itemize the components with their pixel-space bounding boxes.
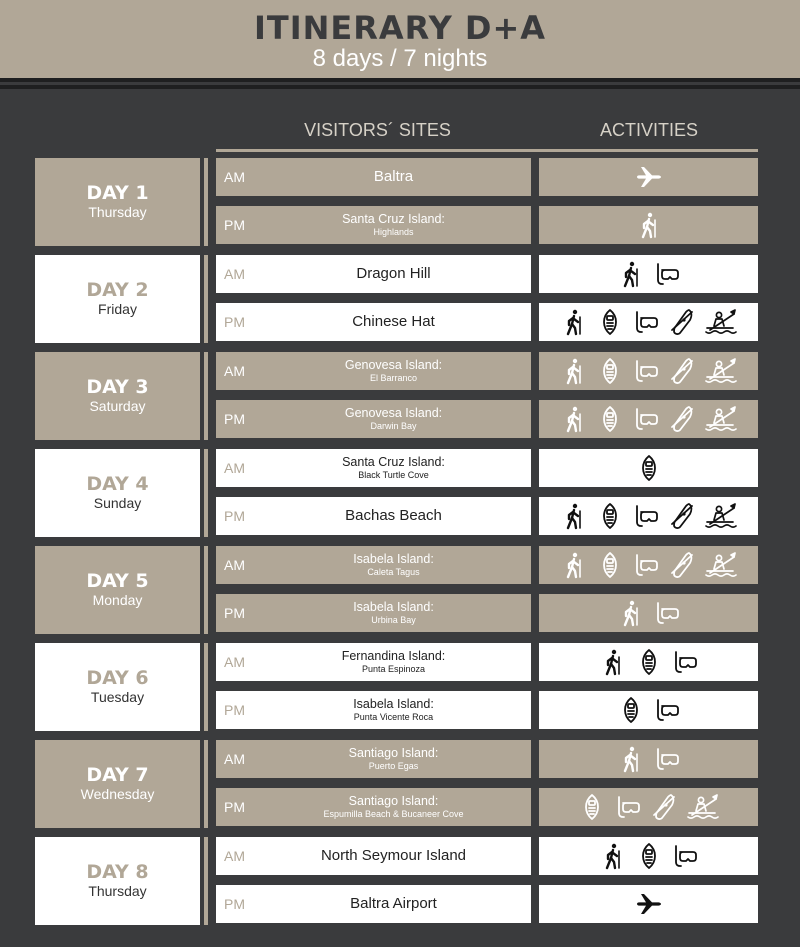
site-name — [256, 643, 531, 681]
site-main-name: Isabela Island: — [353, 552, 434, 566]
visitor-site-cell — [216, 691, 531, 729]
day-number: DAY 4 — [86, 473, 149, 495]
day-divider-bar — [204, 740, 208, 828]
site-main-name: Genovesa Island: — [344, 406, 443, 420]
hiking-icon — [560, 405, 588, 433]
site-sub-name: Punta Vicente Roca — [353, 712, 434, 722]
paddleboard-icon — [668, 308, 696, 336]
column-header-sites: VISITORS´ SITES — [304, 120, 451, 140]
panga-icon — [635, 842, 663, 870]
site-main-name: Santiago Island: — [348, 746, 439, 760]
site-main-name: Isabela Island: — [353, 600, 434, 614]
day-weekday: Saturday — [89, 398, 146, 414]
paddleboard-icon — [668, 502, 696, 530]
site-name — [256, 449, 531, 487]
day-weekday: Tuesday — [90, 689, 145, 705]
site-sub-name: El Barranco — [369, 373, 418, 383]
plane-icon — [635, 890, 663, 918]
hiking-icon — [560, 502, 588, 530]
activities-cell — [539, 788, 758, 826]
site-main-name: Bachas Beach — [345, 507, 442, 524]
activities-cell — [539, 400, 758, 438]
day-number: DAY 8 — [86, 861, 149, 883]
panga-icon — [617, 696, 645, 724]
period-label: PM — [224, 411, 245, 427]
column-header-underline — [216, 149, 758, 152]
site-name — [256, 885, 531, 923]
day-number: DAY 1 — [86, 182, 149, 204]
site-name — [256, 206, 531, 244]
page-subtitle: 8 days / 7 nights — [312, 45, 488, 72]
paddleboard-icon — [668, 551, 696, 579]
site-sub-name: Black Turtle Cove — [358, 470, 429, 480]
hiking-icon — [560, 357, 588, 385]
period-label: AM — [224, 751, 245, 767]
visitor-site-cell — [216, 206, 531, 244]
period-label: PM — [224, 508, 245, 524]
activities-cell — [539, 158, 758, 196]
snorkel-icon — [632, 502, 660, 530]
day-divider-bar — [204, 546, 208, 634]
column-header-activities: ACTIVITIES — [599, 120, 698, 140]
panga-icon — [635, 454, 663, 482]
panga-icon — [578, 793, 606, 821]
day-weekday: Thursday — [88, 204, 147, 220]
site-main-name: Isabela Island: — [353, 697, 434, 711]
period-label: PM — [224, 217, 245, 233]
kayak-icon — [704, 308, 738, 336]
snorkel-icon — [632, 357, 660, 385]
activities-cell — [539, 594, 758, 632]
day-label — [35, 158, 200, 246]
visitor-site-cell — [216, 643, 531, 681]
visitor-site-cell — [216, 497, 531, 535]
visitor-site-cell — [216, 740, 531, 778]
site-main-name: Dragon Hill — [356, 265, 431, 282]
day-weekday: Wednesday — [80, 786, 155, 802]
hiking-icon — [599, 648, 627, 676]
period-label: PM — [224, 799, 245, 815]
period-label: AM — [224, 848, 245, 864]
period-label: PM — [224, 896, 245, 912]
period-label: AM — [224, 169, 245, 185]
activities-cell — [539, 449, 758, 487]
activities-cell — [539, 206, 758, 244]
visitor-site-cell — [216, 400, 531, 438]
hiking-icon — [599, 842, 627, 870]
activities-cell — [539, 255, 758, 293]
activities-cell — [539, 352, 758, 390]
site-main-name: Santa Cruz Island: — [342, 212, 445, 226]
day-label — [35, 352, 200, 440]
hiking-icon — [617, 599, 645, 627]
visitor-site-cell — [216, 352, 531, 390]
day-divider-bar — [204, 352, 208, 440]
day-number: DAY 5 — [86, 570, 149, 592]
hiking-icon — [617, 260, 645, 288]
period-label: AM — [224, 654, 245, 670]
site-name — [256, 594, 531, 632]
plane-icon — [635, 163, 663, 191]
day-divider-bar — [204, 449, 208, 537]
snorkel-icon — [632, 405, 660, 433]
activities-cell — [539, 740, 758, 778]
site-sub-name: Puerto Egas — [368, 761, 419, 771]
visitor-site-cell — [216, 255, 531, 293]
visitor-site-cell — [216, 303, 531, 341]
page-title: ITINERARY D+A — [253, 9, 547, 47]
snorkel-icon — [632, 308, 660, 336]
visitor-site-cell — [216, 158, 531, 196]
kayak-icon — [704, 551, 738, 579]
panga-icon — [596, 308, 624, 336]
activities-cell — [539, 837, 758, 875]
period-label: PM — [224, 605, 245, 621]
snorkel-icon — [614, 793, 642, 821]
site-name — [256, 352, 531, 390]
snorkel-icon — [653, 745, 681, 773]
activities-cell — [539, 691, 758, 729]
site-main-name: Baltra Airport — [350, 895, 437, 912]
paddleboard-icon — [668, 405, 696, 433]
site-sub-name: Caleta Tagus — [367, 567, 420, 577]
visitor-site-cell — [216, 449, 531, 487]
activities-cell — [539, 643, 758, 681]
day-divider-bar — [204, 837, 208, 925]
snorkel-icon — [671, 648, 699, 676]
site-main-name: Baltra — [373, 168, 414, 185]
snorkel-icon — [653, 260, 681, 288]
day-label — [35, 546, 200, 634]
kayak-icon — [686, 793, 720, 821]
day-label — [35, 740, 200, 828]
day-weekday: Friday — [98, 301, 137, 317]
site-main-name: Genovesa Island: — [344, 358, 443, 372]
visitor-site-cell — [216, 546, 531, 584]
site-name — [256, 400, 531, 438]
site-main-name: Santa Cruz Island: — [342, 455, 445, 469]
day-label — [35, 643, 200, 731]
activities-cell — [539, 303, 758, 341]
period-label: AM — [224, 557, 245, 573]
activities-cell — [539, 885, 758, 923]
site-name — [256, 788, 531, 826]
period-label: PM — [224, 702, 245, 718]
period-label: PM — [224, 314, 245, 330]
day-label — [35, 837, 200, 925]
day-divider-bar — [204, 255, 208, 343]
site-sub-name: Espumilla Beach & Bucaneer Cove — [323, 809, 464, 819]
period-label: AM — [224, 266, 245, 282]
panga-icon — [596, 405, 624, 433]
site-sub-name: Urbina Bay — [371, 615, 416, 625]
site-main-name: Fernandina Island: — [341, 649, 446, 663]
day-label — [35, 255, 200, 343]
panga-icon — [596, 502, 624, 530]
site-sub-name: Punta Espinoza — [361, 664, 426, 674]
period-label: AM — [224, 460, 245, 476]
site-sub-name: Highlands — [373, 227, 414, 237]
site-main-name: North Seymour Island — [320, 847, 467, 864]
header-divider-2 — [0, 85, 800, 89]
day-number: DAY 2 — [86, 279, 149, 301]
visitor-site-cell — [216, 788, 531, 826]
hiking-icon — [560, 308, 588, 336]
hiking-icon — [560, 551, 588, 579]
site-name — [256, 691, 531, 729]
hiking-icon — [617, 745, 645, 773]
site-main-name: Chinese Hat — [352, 313, 435, 330]
panga-icon — [596, 551, 624, 579]
snorkel-icon — [653, 599, 681, 627]
panga-icon — [635, 648, 663, 676]
site-name — [256, 497, 531, 535]
kayak-icon — [704, 405, 738, 433]
activities-cell — [539, 546, 758, 584]
site-main-name: Santiago Island: — [348, 794, 439, 808]
day-weekday: Monday — [92, 592, 143, 608]
site-name — [256, 740, 531, 778]
visitor-site-cell — [216, 594, 531, 632]
site-name — [256, 158, 531, 196]
day-number: DAY 7 — [86, 764, 149, 786]
day-weekday: Sunday — [93, 495, 142, 511]
visitor-site-cell — [216, 885, 531, 923]
paddleboard-icon — [650, 793, 678, 821]
activities-cell — [539, 497, 758, 535]
hiking-icon — [635, 211, 663, 239]
site-name — [256, 837, 531, 875]
day-label — [35, 449, 200, 537]
site-sub-name: Darwin Bay — [370, 421, 417, 431]
day-number: DAY 6 — [86, 667, 149, 689]
snorkel-icon — [632, 551, 660, 579]
panga-icon — [596, 357, 624, 385]
snorkel-icon — [671, 842, 699, 870]
visitor-site-cell — [216, 837, 531, 875]
day-weekday: Thursday — [88, 883, 147, 899]
kayak-icon — [704, 502, 738, 530]
snorkel-icon — [653, 696, 681, 724]
kayak-icon — [704, 357, 738, 385]
site-name — [256, 255, 531, 293]
day-number: DAY 3 — [86, 376, 149, 398]
paddleboard-icon — [668, 357, 696, 385]
header-divider — [0, 78, 800, 82]
itinerary-header — [0, 0, 800, 78]
day-divider-bar — [204, 158, 208, 246]
day-divider-bar — [204, 643, 208, 731]
period-label: AM — [224, 363, 245, 379]
site-name — [256, 303, 531, 341]
site-name — [256, 546, 531, 584]
